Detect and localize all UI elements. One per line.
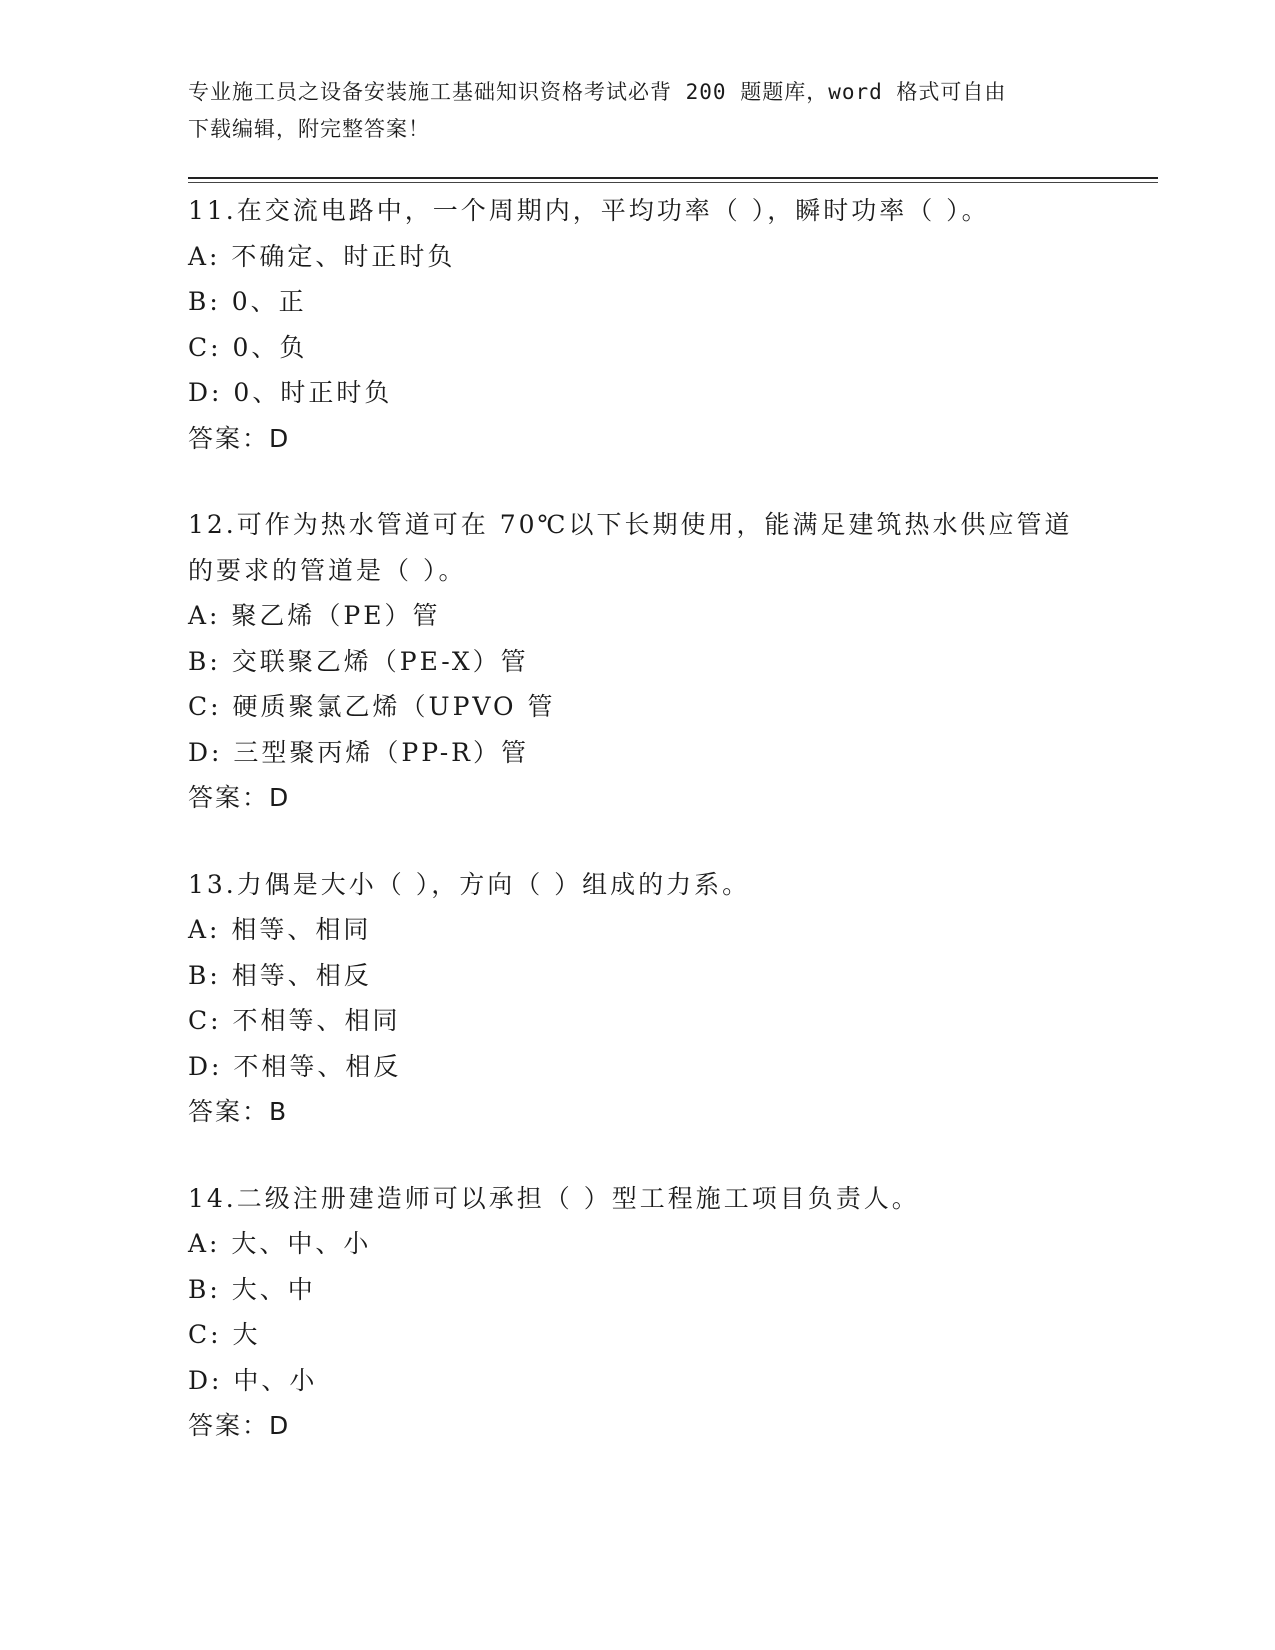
option-c: C: 0、负 (188, 332, 308, 362)
option-a: A: 不确定、时正时负 (188, 241, 456, 271)
header-line-2: 下载编辑，附完整答案！ (188, 117, 430, 141)
option-b: B: 大、中 (188, 1274, 316, 1304)
answer: 答案：B (188, 1097, 289, 1126)
option-d: D: 三型聚丙烯（PP-R）管 (188, 737, 529, 767)
question-13 (188, 862, 1088, 1135)
answer: 答案：D (188, 783, 291, 812)
option-c: C: 硬质聚氯乙烯（UPVO 管 (188, 692, 556, 721)
question-stem: 11.在交流电路中，一个周期内，平均功率（ ），瞬时功率（ ）。 (188, 196, 990, 225)
option-c: C: 不相等、相同 (188, 1006, 401, 1035)
header-divider-thin (188, 182, 1158, 183)
option-b: B: 交联聚乙烯（PE-X）管 (188, 646, 529, 676)
question-stem-line-1: 12.可作为热水管道可在 70℃以下长期使用，能满足建筑热水供应管道 (188, 510, 1073, 539)
option-d: D: 中、小 (188, 1365, 318, 1395)
option-b: B: 相等、相反 (188, 960, 372, 990)
answer: 答案：D (188, 1411, 291, 1440)
question-12 (188, 502, 1088, 821)
option-d: D: 不相等、相反 (188, 1051, 402, 1081)
option-a: A: 聚乙烯（PE）管 (188, 601, 441, 630)
question-14 (188, 1176, 1088, 1449)
option-a: A: 大、中、小 (188, 1229, 372, 1258)
document-header (188, 74, 1088, 148)
question-stem-line-2: 的要求的管道是（ ）。 (188, 555, 467, 585)
option-b: B: 0、正 (188, 287, 307, 316)
header-divider-thick (188, 177, 1158, 179)
option-c: C: 大 (188, 1320, 261, 1349)
header-line-1: 专业施工员之设备安装施工基础知识资格考试必背 200 题题库，word 格式可自由 (188, 80, 1007, 104)
answer: 答案：D (188, 423, 291, 453)
question-11 (188, 188, 1088, 461)
question-stem: 13.力偶是大小（ ），方向（ ）组成的力系。 (188, 869, 751, 899)
question-list (188, 188, 1088, 1490)
option-d: D: 0、时正时负 (188, 378, 393, 407)
option-a: A: 相等、相同 (188, 915, 372, 944)
question-stem: 14.二级注册建造师可以承担（ ）型工程施工项目负责人。 (188, 1183, 920, 1213)
